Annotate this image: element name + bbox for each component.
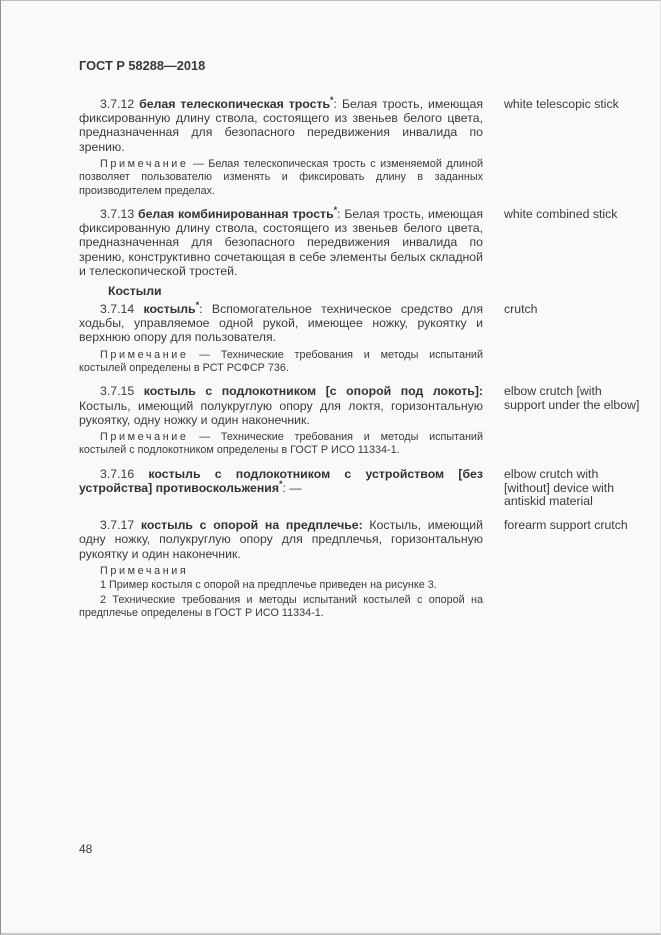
entry-main-column	[79, 518, 483, 620]
entry-note	[79, 349, 483, 376]
asterisk-marker: *	[333, 204, 338, 215]
term-definition	[79, 94, 483, 154]
english-term: forearm support crutch	[504, 518, 628, 533]
entry-main-column	[79, 299, 483, 375]
term-entry-3-7-16	[79, 467, 652, 509]
note-item-1: 1 Пример костыля с опорой на предплечье приведен на рисунке 3.	[100, 579, 437, 592]
entry-number: 3.7.15	[100, 384, 144, 399]
page-number: 48	[79, 842, 93, 856]
definition-text: : Вспомогательное техническое средство для ходьбы, управляемое одной рукой, имеющее ножку, рукоятку и верхнюю опору для пользователя.	[79, 302, 483, 345]
entry-main-column	[79, 204, 483, 278]
doc-header: ГОСТ Р 58288—2018	[79, 58, 206, 73]
notes-header: Примечания	[100, 564, 189, 577]
term-bold: костыль с подлокотником [с опорой под локоть]:	[143, 384, 484, 399]
term-entry-3-7-12	[79, 94, 652, 198]
note-text: — Технические требования и методы испытаний костылей определены в РСТ РСФСР 736.	[79, 348, 483, 375]
asterisk-marker: *	[279, 479, 283, 489]
note-text: — Технические требования и методы испытаний костылей с подлокотником определены в ГОСТ Р ИСО 11334-1.	[79, 431, 483, 457]
asterisk-marker: *	[330, 94, 334, 105]
term-entry-3-7-13	[79, 204, 652, 278]
definition-text: : —	[282, 481, 302, 496]
note-label: Примечание	[100, 157, 189, 170]
english-term: crutch	[504, 302, 538, 317]
definition-text: : Белая трость, имеющая фиксированную длину ствола, состоящего из звеньев белого цвета, предназначенная для безопасного передвижения инвалида по зрению.	[79, 97, 483, 154]
asterisk-marker: *	[195, 299, 200, 310]
term-bold: белая комбинированная трость	[137, 207, 334, 222]
definition-text: Костыль, имеющий одну ножку, полукруглую опору для предплечья, горизонтальную рукоятку и один наконечник.	[79, 518, 483, 561]
term-entry-3-7-15	[79, 384, 652, 457]
term-definition	[79, 467, 483, 495]
term-entry-3-7-14	[79, 299, 652, 375]
term-bold: костыль с подлокотником с устройством [без устройства] противоскольжения	[79, 466, 484, 496]
note-text: — Белая телескопическая трость с изменяемой длиной позволяет пользователю изменять и фиксировать длину в заданных производителем пределах.	[79, 157, 483, 197]
term-definition	[79, 299, 483, 345]
english-term: elbow crutch [with support under the elbow]	[504, 384, 640, 413]
entry-number: 3.7.13	[100, 207, 138, 222]
entry-number: 3.7.16	[100, 466, 149, 481]
entry-main-column	[79, 384, 483, 457]
definition-text: : Белая трость, имеющая фиксированную длину ствола, состоящего из звеньев белого цвета, предназначенная для безопасного передвижения инвалида по зрению, конструктивно сочетающая в себе элементы белых складной и телескопической тростей.	[79, 207, 483, 278]
term-bold: костыль	[143, 302, 196, 317]
document-content	[79, 58, 652, 630]
entry-number: 3.7.12	[100, 97, 140, 111]
entry-main-column	[79, 94, 483, 198]
term-bold: белая телескопическая трость	[139, 97, 331, 111]
term-entry-3-7-17	[79, 518, 652, 620]
entry-number: 3.7.14	[100, 302, 144, 317]
note-label: Примечание	[100, 431, 189, 444]
section-subheading: Костыли	[108, 284, 162, 299]
entry-notes-block	[79, 565, 483, 621]
term-definition	[79, 204, 483, 278]
definition-text: Костыль, имеющий полукруглую опору для локтя, горизонтальную рукоятку, одну ножку и один наконечник.	[79, 398, 483, 427]
note-item-2: 2 Технические требования и методы испытаний костылей с опорой на предплечье определены в ГОСТ Р ИСО 11334-1.	[79, 593, 483, 620]
entry-number: 3.7.17	[100, 518, 141, 533]
note-label: Примечание	[100, 348, 189, 361]
english-term: elbow crutch with [without] device with antiskid material	[504, 466, 615, 509]
term-definition	[79, 384, 483, 427]
entry-note	[79, 158, 483, 198]
entry-note	[79, 431, 483, 458]
english-term: white telescopic stick	[504, 97, 619, 111]
term-definition	[79, 518, 483, 561]
english-term: white combined stick	[504, 207, 618, 222]
entry-main-column	[79, 467, 483, 495]
term-bold: костыль с опорой на предплечье:	[140, 518, 363, 533]
